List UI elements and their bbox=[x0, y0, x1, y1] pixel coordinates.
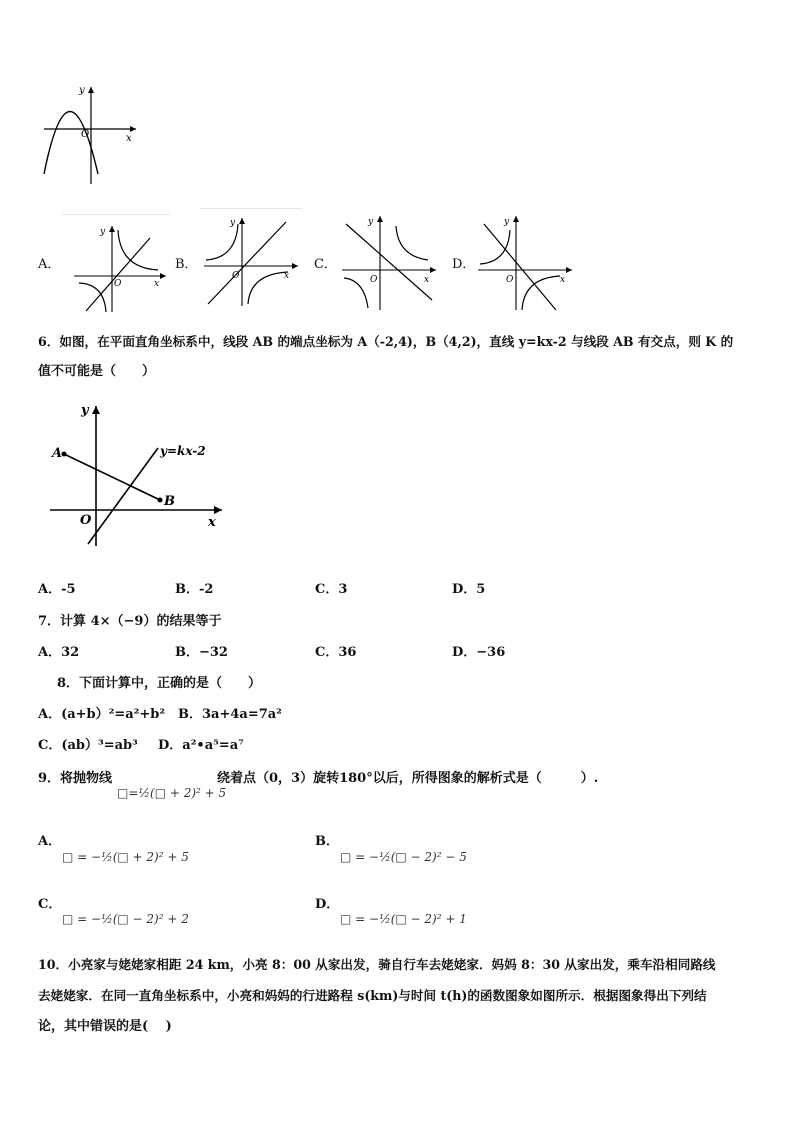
line-equation-label: y=kx-2 bbox=[160, 444, 206, 458]
q9-option-d-label[interactable]: D． bbox=[315, 897, 340, 912]
q9-option-c-formula: □ = −½(□ − 2)² + 2 bbox=[62, 912, 189, 926]
option-a-graph bbox=[62, 214, 172, 314]
q10-line3: 论，其中错误的是( ) bbox=[38, 1019, 172, 1034]
q9-option-a-formula: □ = −½(□ + 2)² + 5 bbox=[62, 850, 189, 864]
q8-option-a[interactable]: A．(a+b）²=a²+b² bbox=[38, 707, 166, 722]
x-axis-label: x bbox=[284, 271, 290, 281]
q9-option-b-label[interactable]: B． bbox=[315, 834, 339, 849]
origin-label: O bbox=[80, 513, 92, 528]
y-axis-label: y bbox=[100, 227, 106, 237]
option-c-label: C． bbox=[314, 257, 337, 272]
origin-label: O bbox=[506, 275, 514, 285]
q7-option-b[interactable]: B．−32 bbox=[175, 645, 228, 660]
q6-graph bbox=[50, 398, 225, 550]
option-b-graph bbox=[198, 208, 303, 308]
y-axis-label: y bbox=[230, 218, 236, 228]
y-axis-label: y bbox=[81, 403, 89, 418]
q8-option-c[interactable]: C．(ab）³=ab³ bbox=[38, 738, 138, 753]
q7-option-c[interactable]: C．36 bbox=[315, 645, 357, 660]
option-d-graph bbox=[474, 214, 579, 314]
q9-option-c-label[interactable]: C． bbox=[38, 897, 62, 912]
x-axis-label: x bbox=[126, 133, 132, 144]
point-a-label: A bbox=[52, 446, 63, 461]
origin-label: O bbox=[370, 275, 378, 285]
x-axis-label: x bbox=[154, 279, 160, 289]
option-c-graph bbox=[338, 214, 443, 314]
x-axis-label: x bbox=[560, 275, 566, 285]
q9-option-b-formula: □ = −½(□ − 2)² − 5 bbox=[340, 850, 467, 864]
y-axis-label: y bbox=[368, 217, 374, 227]
q6-stem-line1: 6．如图，在平面直角坐标系中，线段 AB 的端点坐标为 A（-2,4)，B（4,2)，直线 y=kx-2 与线段 AB 有交点，则 K 的 bbox=[38, 334, 734, 349]
q10-line1: 10．小亮家与姥姥家相距 24 km，小亮 8：00 从家出发，骑自行车去姥姥家．妈妈 8：30 从家出发，乘车沿相同路线 bbox=[38, 957, 716, 972]
x-axis-label: x bbox=[424, 275, 430, 285]
q6-option-a[interactable]: A．-5 bbox=[38, 582, 76, 597]
point-b-label: B bbox=[164, 494, 175, 509]
q10-line2: 去姥姥家．在同一直角坐标系中，小亮和妈妈的行进路程 s(km)与时间 t(h)的函数图象如图所示．根据图象得出下列结 bbox=[38, 988, 707, 1003]
q9-option-a-label[interactable]: A． bbox=[38, 834, 62, 849]
y-axis-label: y bbox=[504, 217, 510, 227]
q7-option-d[interactable]: D．−36 bbox=[452, 645, 506, 660]
option-d-label: D． bbox=[452, 257, 476, 272]
q8-option-b[interactable]: B．3a+4a=7a² bbox=[178, 707, 282, 722]
q9-stem-prefix: 9．将抛物线 bbox=[38, 771, 113, 786]
q9-option-d-formula: □ = −½(□ − 2)² + 1 bbox=[340, 912, 467, 926]
q7-stem: 7．计算 4×（−9）的结果等于 bbox=[38, 614, 222, 629]
option-b-label: B． bbox=[175, 257, 198, 272]
q8-option-d[interactable]: D．a²•a⁵=a⁷ bbox=[158, 738, 244, 753]
y-axis-label: y bbox=[79, 85, 85, 96]
q6-option-d[interactable]: D．5 bbox=[452, 582, 486, 597]
origin-label: O bbox=[232, 271, 240, 281]
q6-option-c[interactable]: C．3 bbox=[315, 582, 348, 597]
q9-stem-suffix: 绕着点（0，3）旋转180°以后，所得图象的解析式是（ ）. bbox=[217, 771, 599, 786]
origin-label: O bbox=[81, 129, 90, 140]
x-axis-label: x bbox=[208, 515, 216, 530]
q6-option-b[interactable]: B．-2 bbox=[175, 582, 214, 597]
q9-stem-formula: □=½(□ + 2)² + 5 bbox=[117, 786, 227, 800]
q7-option-a[interactable]: A．32 bbox=[38, 645, 80, 660]
parabola-graph bbox=[36, 84, 146, 186]
option-a-label: A． bbox=[38, 257, 61, 272]
q8-stem: 8．下面计算中，正确的是（ ） bbox=[57, 676, 262, 691]
origin-label: O bbox=[114, 279, 122, 289]
q6-stem-line2: 值不可能是（ ） bbox=[38, 364, 156, 379]
